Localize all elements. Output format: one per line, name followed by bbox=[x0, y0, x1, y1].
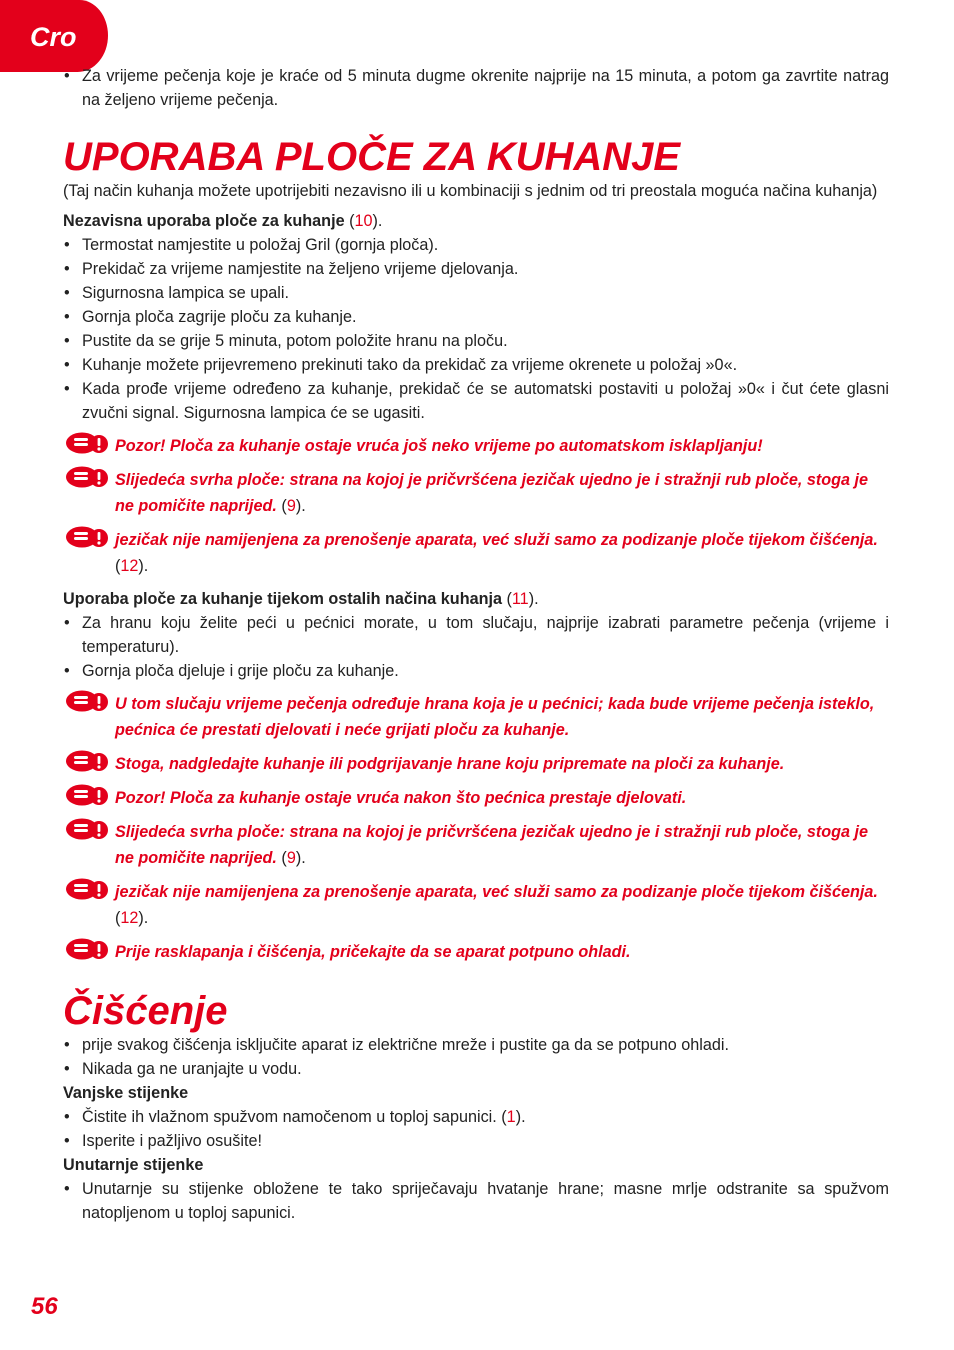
warning-text: Prije rasklapanja i čišćenja, pričekajte da se aparat potpuno ohladi. bbox=[115, 943, 631, 961]
list-item: • Za hranu koju želite peći u pećnici morate, u tom slučaju, najprije izabrati parametre pečenja (vrijeme i temperaturu). bbox=[63, 611, 889, 659]
section-title-cleaning: Čišćenje bbox=[63, 989, 228, 1033]
warning-note bbox=[63, 433, 889, 459]
warning-note: jezičak nije namijenjena za prenošenje aparata, već služi samo za podizanje ploče tijekom čišćenja. (12). bbox=[63, 879, 889, 931]
inner-walls-list bbox=[63, 1177, 889, 1225]
language-tab-label: Cro bbox=[30, 22, 77, 52]
warning-text: U tom slučaju vrijeme pečenja određuje hrana koja je u pećnici; kada bude vrijeme pečenja isteklo, pećnica će prestati djelovati i neće grijati ploču za kuhanje. bbox=[115, 695, 875, 739]
list-item: • Gornja ploča zagrije ploču za kuhanje. bbox=[63, 305, 889, 329]
intro-list bbox=[63, 64, 889, 112]
outer-walls-list bbox=[63, 1105, 889, 1153]
figure-ref: 9 bbox=[286, 849, 296, 867]
warnings-block-2 bbox=[63, 691, 889, 965]
section-title-cooking-plate: UPORABA PLOČE ZA KUHANJE bbox=[63, 135, 681, 179]
combined-use-list bbox=[63, 611, 889, 683]
section-intro: (Taj način kuhanja možete upotrijebiti nezavisno ili u kombinaciji s jednim od tri preostala moguća načina kuhanja) bbox=[63, 182, 878, 200]
subheading-combined-use: Uporaba ploče za kuhanje tijekom ostalih načina kuhanja (11). bbox=[63, 590, 539, 608]
warning-text: Pozor! Ploča za kuhanje ostaje vruća još neko vrijeme po automatskom isklapljanju! bbox=[115, 437, 763, 455]
warning-text: Stoga, nadgledajte kuhanje ili podgrijavanje hrane koju pripremate na ploči za kuhanje. bbox=[115, 755, 785, 773]
warning-text: jezičak nije namijenjena za prenošenje aparata, već služi samo za podizanje ploče tijekom čišćenja. bbox=[115, 531, 878, 549]
page-number: 56 bbox=[31, 1293, 58, 1320]
page-content bbox=[63, 64, 889, 1225]
list-item: • Isperite i pažljivo osušite! bbox=[63, 1129, 889, 1153]
warning-hand-icon bbox=[65, 783, 109, 807]
warning-note bbox=[63, 691, 889, 743]
warning-note: Slijedeća svrha ploče: strana na kojoj je pričvršćena jezičak ujedno je i stražnji rub ploče, stoga je ne pomičite naprijed. (9). bbox=[63, 467, 889, 519]
list-item: • Kuhanje možete prijevremeno prekinuti tako da prekidač za vrijeme okrenete u položaj »0«. bbox=[63, 353, 889, 377]
figure-ref: 10 bbox=[354, 212, 373, 230]
language-tab bbox=[0, 0, 108, 72]
warning-note: jezičak nije namijenjena za prenošenje aparata, već služi samo za podizanje ploče tijekom čišćenja. (12). bbox=[63, 527, 889, 579]
warning-hand-icon bbox=[65, 817, 109, 841]
list-item: • Unutarnje su stijenke obložene te tako spriječavaju hvatanje hrane; masne mrlje odstranite sa spužvom natopljenom u toploj sapunici. bbox=[63, 1177, 889, 1225]
list-item: • Nikada ga ne uranjajte u vodu. bbox=[63, 1057, 889, 1081]
warning-text: Pozor! Ploča za kuhanje ostaje vruća nakon što pećnica prestaje djelovati. bbox=[115, 789, 687, 807]
warnings-block-1 bbox=[63, 433, 889, 579]
figure-ref: 1 bbox=[506, 1108, 516, 1126]
figure-ref: 11 bbox=[511, 590, 529, 608]
subheading-inner-walls: Unutarnje stijenke bbox=[63, 1156, 204, 1174]
list-item: • Termostat namjestite u položaj Gril (gornja ploča). bbox=[63, 233, 889, 257]
list-item: • Pustite da se grije 5 minuta, potom položite hranu na ploču. bbox=[63, 329, 889, 353]
subheading-outer-walls: Vanjske stijenke bbox=[63, 1084, 189, 1102]
warning-text: jezičak nije namijenjena za prenošenje aparata, već služi samo za podizanje ploče tijekom čišćenja. bbox=[115, 883, 878, 901]
list-item: • Sigurnosna lampica se upali. bbox=[63, 281, 889, 305]
warning-hand-icon bbox=[65, 877, 109, 901]
warning-hand-icon bbox=[65, 465, 109, 489]
list-item: • Kada prođe vrijeme određeno za kuhanje, prekidač će se automatski postaviti u položaj »0« i čut ćete glasni zvučni signal. Sigurnosna lampica će se ugasiti. bbox=[63, 377, 889, 425]
list-item: • prije svakog čišćenja isključite aparat iz električne mreže i pustite ga da se potpuno ohladi. bbox=[63, 1033, 889, 1057]
list-item: • Prekidač za vrijeme namjestite na željeno vrijeme djelovanja. bbox=[63, 257, 889, 281]
warning-hand-icon bbox=[65, 749, 109, 773]
warning-note bbox=[63, 751, 889, 777]
warning-hand-icon bbox=[65, 525, 109, 549]
warning-hand-icon bbox=[65, 431, 109, 455]
list-item: • Za vrijeme pečenja koje je kraće od 5 minuta dugme okrenite najprije na 15 minuta, a potom ga zavrtite natrag na željeno vrijeme pečenja. bbox=[63, 64, 889, 112]
warning-text: Slijedeća svrha ploče: strana na kojoj je pričvršćena jezičak ujedno je i stražnji rub ploče, stoga je ne pomičite naprijed. bbox=[115, 471, 868, 515]
list-item: • Gornja ploča djeluje i grije ploču za kuhanje. bbox=[63, 659, 889, 683]
warning-text: Slijedeća svrha ploče: strana na kojoj je pričvršćena jezičak ujedno je i stražnji rub ploče, stoga je ne pomičite naprijed. bbox=[115, 823, 868, 867]
subheading-independent-use: Nezavisna uporaba ploče za kuhanje (10). bbox=[63, 212, 383, 230]
warning-hand-icon bbox=[65, 937, 109, 961]
warning-note: Slijedeća svrha ploče: strana na kojoj je pričvršćena jezičak ujedno je i stražnji rub ploče, stoga je ne pomičite naprijed. (9). bbox=[63, 819, 889, 871]
independent-use-list bbox=[63, 233, 889, 425]
figure-ref: 12 bbox=[120, 909, 139, 927]
cleaning-list bbox=[63, 1033, 889, 1081]
warning-note bbox=[63, 939, 889, 965]
warning-note bbox=[63, 785, 889, 811]
list-item: • Čistite ih vlažnom spužvom namočenom u toploj sapunici. (1). bbox=[63, 1105, 889, 1129]
figure-ref: 9 bbox=[286, 497, 296, 515]
warning-hand-icon bbox=[65, 689, 109, 713]
figure-ref: 12 bbox=[120, 557, 139, 575]
